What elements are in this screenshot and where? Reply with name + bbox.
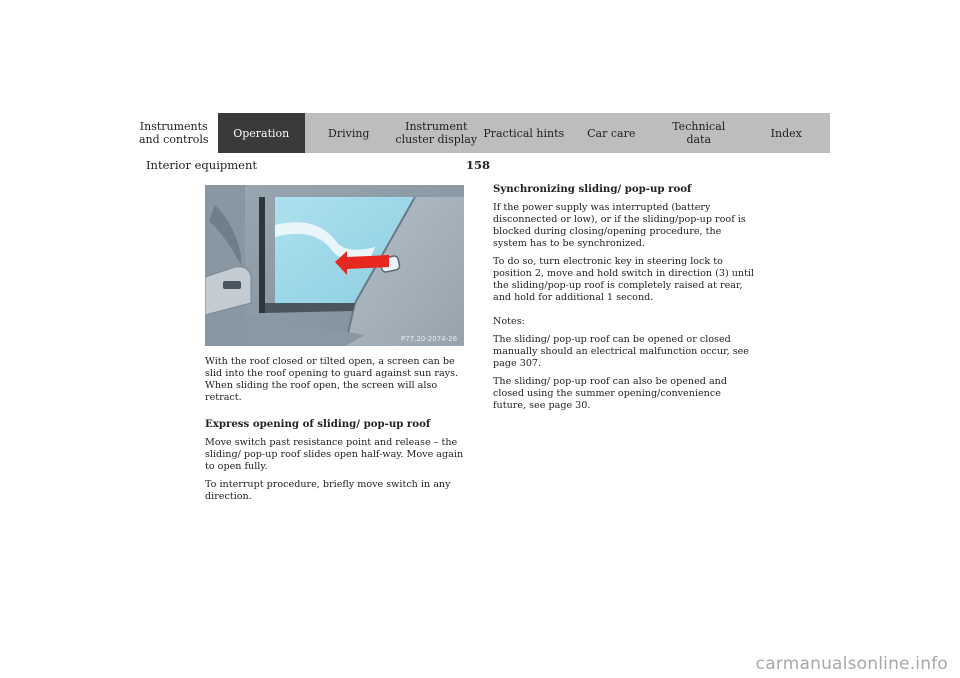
tab-car-care[interactable]: Car care bbox=[568, 113, 656, 153]
right-column bbox=[493, 183, 755, 418]
tab-index[interactable]: Index bbox=[743, 113, 831, 153]
figure-code: P77.20-2074-26 bbox=[401, 335, 458, 343]
section-title: Interior equipment bbox=[146, 158, 257, 172]
tab-practical-hints[interactable]: Practical hints bbox=[480, 113, 568, 153]
interior-trim bbox=[205, 185, 245, 346]
synchronizing-heading: Synchronizing sliding/ pop-up roof bbox=[493, 183, 692, 195]
notes-label: Notes: bbox=[493, 316, 525, 327]
console-switch bbox=[223, 281, 241, 289]
interrupt-text: To interrupt procedure, briefly move switch in any direction. bbox=[205, 479, 451, 502]
synchronizing-steps: To do so, turn electronic key in steering lock to position 2, move and hold switch in direction (3) until the sliding/pop-up roof is completely raised at rear, and hold for additional 1 second. bbox=[493, 256, 755, 303]
note-summer-opening: The sliding/ pop-up roof can also be opened and closed using the summer opening/convenience future, see page 30. bbox=[493, 376, 727, 411]
tab-instruments-and-controls[interactable]: Instruments and controls bbox=[130, 113, 218, 153]
intro-paragraph: With the roof closed or tilted open, a screen can be slid into the roof opening to guard against sun rays. When sliding the roof open, the screen will also retract. bbox=[205, 356, 459, 403]
watermark: carmanualsonline.info bbox=[755, 654, 948, 674]
sunroof-illustration-svg bbox=[205, 185, 464, 346]
section-nav-tabs bbox=[130, 113, 830, 153]
tab-technical-data[interactable]: Technical data bbox=[655, 113, 743, 153]
note-manual-operation: The sliding/ pop-up roof can be opened or closed manually should an electrical malfunction occur, see page 307. bbox=[493, 334, 749, 369]
sunroof-frame bbox=[259, 197, 265, 313]
synchronizing-text: If the power supply was interrupted (battery disconnected or low), or if the sliding/pop-up roof is blocked during closing/opening procedure, the system has to be synchronized. bbox=[493, 202, 746, 249]
tab-operation[interactable]: Operation bbox=[218, 113, 306, 153]
tab-driving[interactable]: Driving bbox=[305, 113, 393, 153]
express-opening-heading: Express opening of sliding/ pop-up roof bbox=[205, 418, 431, 430]
tab-instrument-cluster-display[interactable]: Instrument cluster display bbox=[393, 113, 481, 153]
sunroof-screen-illustration bbox=[205, 185, 464, 346]
express-opening-text: Move switch past resistance point and release – the sliding/ pop-up roof slides open half-way. Move again to open fully. bbox=[205, 437, 464, 472]
page-number: 158 bbox=[466, 158, 491, 172]
left-column bbox=[205, 356, 467, 509]
